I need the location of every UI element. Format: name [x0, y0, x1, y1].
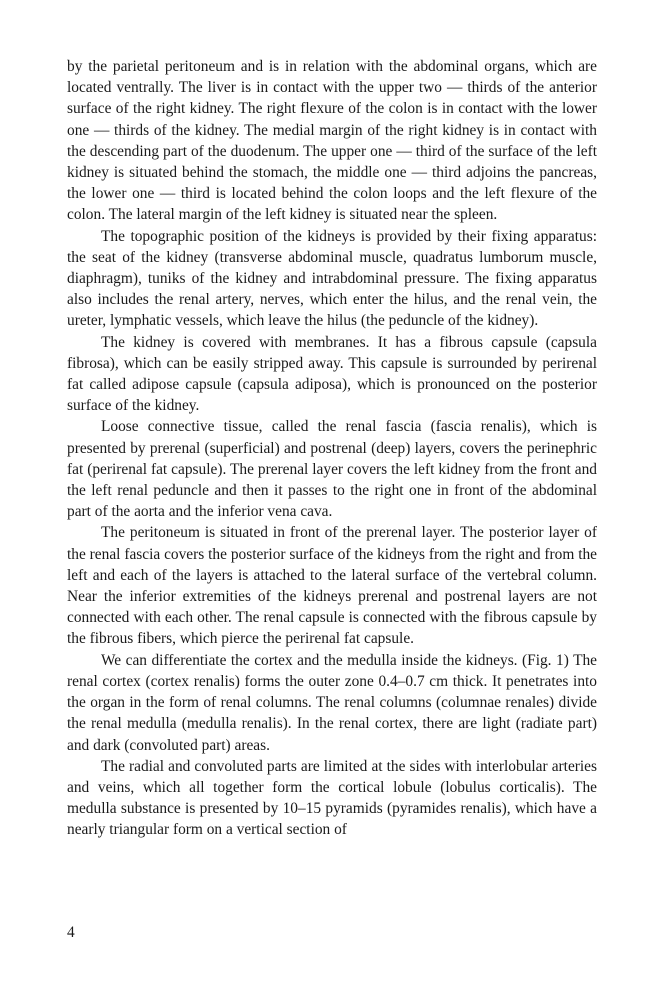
document-page [67, 56, 597, 841]
page-number: 4 [67, 924, 75, 941]
paragraph-4: Loose connective tissue, called the renal fascia (fascia renalis), which is presented by prerenal (superficial) and postrenal (deep) layers, covers the perinephric fat (perirenal fat capsule). The prerenal layer covers the left kidney from the front and the left renal peduncle and then it passes to the right one in front of the abdominal part of the aorta and the inferior vena cava. [67, 418, 597, 521]
paragraph-3: The kidney is covered with membranes. It has a fibrous capsule (capsula fibrosa), which can be easily stripped away. This capsule is surrounded by perirenal fat called adipose capsule (capsula adiposa), which is pronounced on the posterior surface of the kidney. [67, 333, 597, 415]
paragraph-7: The radial and convoluted parts are limited at the sides with interlobular arteries and veins, which all together form the cortical lobule (lobulus corticalis). The medulla substance is presented by 10–15 pyramids (pyramides renalis), which have a nearly triangular form on a vertical section of [67, 757, 597, 839]
paragraph-5: The peritoneum is situated in front of the prerenal layer. The posterior layer of the renal fascia covers the posterior surface of the kidneys from the right and from the left and each of the layers is attached to the lateral surface of the vertebral column. Near the inferior extremities of the kidneys prerenal and postrenal layers are not connected with each other. The renal capsule is connected with the fibrous capsule by the fibrous fibers, which pierce the perirenal fat capsule. [67, 524, 597, 648]
paragraph-6: We can differentiate the cortex and the medulla inside the kidneys. (Fig. 1) The renal cortex (cortex renalis) forms the outer zone 0.4–0.7 cm thick. It penetrates into the organ in the form of renal columns. The renal columns (columnae renales) divide the renal medulla (medulla renalis). In the renal cortex, there are light (radiate part) and dark (convoluted part) areas. [67, 651, 597, 754]
paragraph-2: The topographic position of the kidneys is provided by their fixing apparatus: the seat of the kidney (transverse abdominal muscle, quadratus lumborum muscle, diaphragm), tuniks of the kidney and intrabdominal pressure. The fixing apparatus also includes the renal artery, nerves, which enter the hilus, and the renal vein, the ureter, lymphatic vessels, which leave the hilus (the peduncle of the kidney). [67, 227, 597, 330]
paragraph-1: by the parietal peritoneum and is in relation with the abdominal organs, which are located ventrally. The liver is in contact with the upper two — thirds of the anterior surface of the right kidney. The right flexure of the colon is in contact with the lower one — thirds of the kidney. The medial margin of the right kidney is in contact with the descending part of the duodenum. The upper one — third of the surface of the left kidney is situated behind the stomach, the middle one — third adjoins the pancreas, the lower one — third is located behind the colon loops and the left flexure of the colon. The lateral margin of the left kidney is situated near the spleen. [67, 58, 597, 224]
